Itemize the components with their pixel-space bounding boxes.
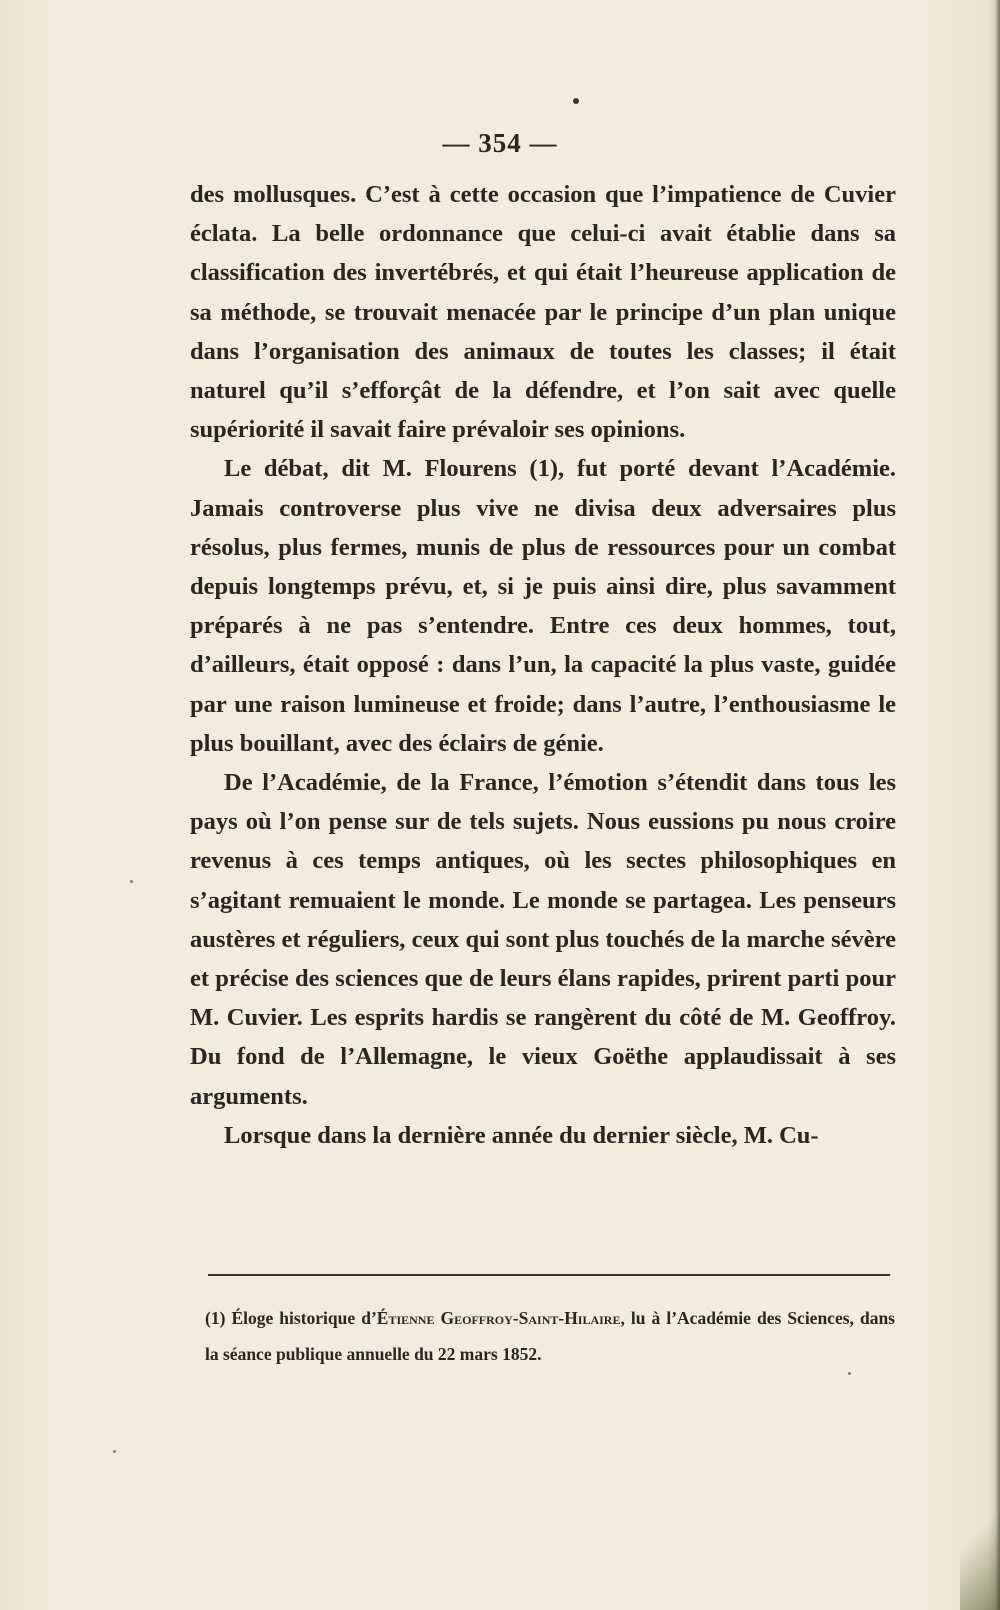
page-number: — 354 —	[442, 128, 558, 158]
footnote-subject-name: Étienne Geoffroy-Saint-Hilaire	[376, 1308, 621, 1328]
footnote-text-end: , lu à l’Académie des Sciences, dans la séance publique annuelle du 22 mars 1852.	[205, 1308, 895, 1364]
paper-speck	[848, 1372, 851, 1375]
paper-speck	[130, 880, 133, 883]
paragraph: De l’Académie, de la France, l’émotion s’étendit dans tous les pays où l’on pense sur de tels sujets. Nous eussions pu nous croire revenus à ces temps antiques, où les sectes philosophiques en s’agitant remuaient le monde. Le monde se partagea. Les penseurs austères et réguliers, ceux qui sont plus touchés de la marche sévère et précise des sciences que de leurs élans rapides, prirent parti pour M. Cuvier. Les esprits hardis se rangèrent du côté de M. Geoffroy. Du fond de l’Allemagne, le vieux Goëthe applaudissait à ses arguments.	[190, 769, 896, 1110]
page-edge-shadow	[988, 0, 1000, 1610]
paragraph: Le débat, dit M. Flourens (1), fut porté devant l’Académie. Jamais controverse plus vive ne divisa deux adversaires plus résolus, plus fermes, munis de plus de ressources pour un combat depuis longtemps prévu, et, si je puis ainsi dire, plus savamment préparés à ne pas s’entendre. Entre ces deux hommes, tout, d’ailleurs, était opposé : dans l’un, la capacité la plus vaste, guidée par une raison lumineuse et froide; dans l’autre, l’enthousiasme le plus bouillant, avec des éclairs de génie.	[190, 455, 896, 757]
paragraph: Lorsque dans la dernière année du dernier siècle, M. Cu-	[224, 1121, 819, 1149]
paragraph: des mollusques. C’est à cette occasion que l’impatience de Cuvier éclata. La belle ordonnance que celui-ci avait établie dans sa classification des invertébrés, et qui était l’heureuse application de sa méthode, se trouvait menacée par le principe d’un plan unique dans l’organisation des animaux de toutes les classes; il était naturel qu’il s’efforçât de la défendre, et l’on sait avec quelle supériorité il savait faire prévaloir ses opinions.	[190, 181, 896, 444]
page-corner-stain	[960, 1480, 1000, 1610]
paper-speck	[113, 1450, 116, 1453]
footnote-divider	[208, 1274, 890, 1276]
footnote	[205, 1300, 895, 1372]
ink-dot	[573, 98, 579, 104]
footnote-text-start: (1) Éloge historique d’	[205, 1308, 377, 1328]
body-text	[190, 175, 896, 1155]
